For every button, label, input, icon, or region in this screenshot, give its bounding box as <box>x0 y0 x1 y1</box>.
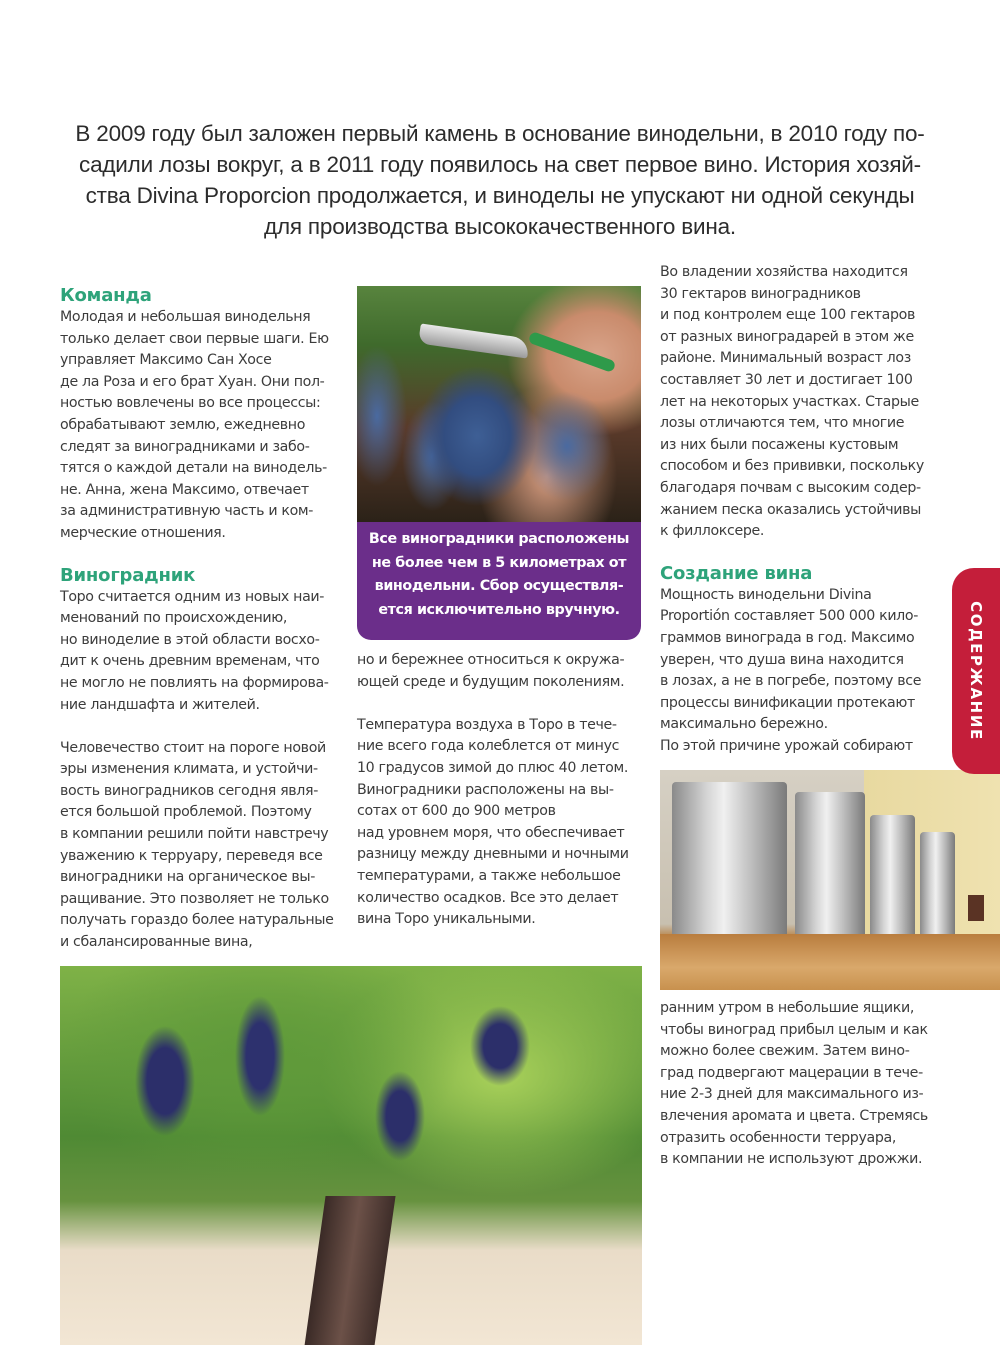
text-line: уважению к терруару, переведя все <box>60 847 323 864</box>
text-line: виноградники на органическое вы- <box>60 869 315 886</box>
tank <box>795 792 865 950</box>
spacer <box>660 543 945 563</box>
text-line: Торо считается одним из новых наи- <box>60 588 325 605</box>
text-line: процессы винификации протекают <box>660 694 915 711</box>
text-line: следят за виноградниками и забо- <box>60 438 310 455</box>
floor <box>660 934 1000 990</box>
intro-line: ства Divina Proporcion продолжается, и виноделы не упускают ни одной секунды <box>85 183 915 208</box>
text-line: максимально бережно. <box>660 716 828 733</box>
text-line: обрабатывают землю, ежедневно <box>60 416 306 433</box>
text-line: 10 градусов зимой до плюс 40 летом. <box>357 759 629 776</box>
middle-column <box>357 650 647 931</box>
vineyard-paragraph-2 <box>60 738 345 954</box>
text-line: ние 2-3 дней для максимального из- <box>660 1086 924 1103</box>
grapevine-photo <box>60 966 642 1345</box>
intro-line: В 2009 году был заложен первый камень в основание винодельни, в 2010 году по- <box>75 121 925 146</box>
text-line: к филлоксере. <box>660 523 765 540</box>
text-line: эры изменения климата, и устойчи- <box>60 761 318 778</box>
text-line: ранним утром в небольшие ящики, <box>660 1000 914 1016</box>
text-line: ностью вовлечены во все процессы: <box>60 395 321 412</box>
text-line: По этой причине урожай собирают <box>660 737 913 754</box>
callout-line: не более чем в 5 километрах от <box>371 554 627 571</box>
text-line: ращивание. Это позволяет не только <box>60 890 329 907</box>
right-column-continued <box>660 998 945 1171</box>
text-line: температурами, а также небольшое <box>357 867 621 884</box>
text-line: Человечество стоит на пороге новой <box>60 739 326 756</box>
text-line: дит к очень древним временам, что <box>60 653 320 670</box>
winemaking-paragraph-2 <box>660 998 945 1171</box>
text-line: влечения аромата и цвета. Стремясь <box>660 1107 928 1124</box>
text-line: отразить особенности терруара, <box>660 1129 897 1146</box>
text-line: над уровнем моря, что обеспечивает <box>357 824 625 841</box>
text-line: за административную часть и ком- <box>60 503 314 520</box>
text-line: лозы отличаются тем, что многие <box>660 415 905 432</box>
section-heading-vineyard: Виноградник <box>60 564 196 586</box>
spacer <box>60 716 345 738</box>
callout-line: Все виноградники расположены <box>368 531 630 547</box>
text-line: можно более свежим. Затем вино- <box>660 1043 910 1060</box>
text-line: сотах от 600 до 900 метров <box>357 803 556 820</box>
text-line: лет на некоторых участках. Старые <box>660 393 919 410</box>
callout-box <box>357 522 641 640</box>
winemaking-paragraph <box>660 585 945 758</box>
text-line: уверен, что душа вина находится <box>660 651 904 668</box>
right-column <box>660 262 945 757</box>
spacer <box>357 693 647 715</box>
team-paragraph <box>60 307 345 545</box>
text-line: град подвергают мацерации в тече- <box>660 1064 923 1081</box>
text-line: ется большой проблемой. Поэтому <box>60 804 312 821</box>
text-line: разницу между дневными и ночными <box>357 846 629 863</box>
text-line: благодаря почвам с высоким содер- <box>660 479 921 496</box>
text-line: но и бережнее относиться к окружа- <box>357 652 625 668</box>
contents-tab-label: СОДЕРЖАНИЕ <box>967 601 985 741</box>
text-line: ние всего года колеблется от минус <box>357 738 620 755</box>
contents-tab[interactable] <box>952 568 1000 774</box>
callout-line: ется исключительно вручную. <box>378 601 620 618</box>
text-line: 30 гектаров виноградников <box>660 285 861 302</box>
text-line: получать гораздо более натуральные <box>60 912 334 929</box>
text-line: в лозах, а не в погребе, поэтому все <box>660 673 922 690</box>
text-line: де ла Роза и его брат Хуан. Они пол- <box>60 373 325 390</box>
left-column <box>60 285 345 954</box>
text-line: вина Торо уникальными. <box>357 911 536 928</box>
estate-paragraph <box>660 262 945 543</box>
section-heading-team: Команда <box>60 285 152 306</box>
text-line: Виноградники расположены на вы- <box>357 781 614 798</box>
text-line: Proportión составляет 500 000 кило- <box>660 608 919 625</box>
text-line: Во владении хозяйства находится <box>660 264 908 280</box>
text-line: и сбалансированные вина, <box>60 934 253 951</box>
text-line: тятся о каждой детали на винодель- <box>60 460 327 477</box>
wine-tanks-photo <box>660 770 1000 990</box>
tank <box>870 815 915 945</box>
environment-paragraph <box>357 650 647 693</box>
text-line: не. Анна, жена Максимо, отвечает <box>60 481 309 498</box>
text-line: из них были посажены кустовым <box>660 436 899 453</box>
text-line: менований по происхождению, <box>60 610 288 627</box>
vine-trunk <box>304 1196 395 1345</box>
intro-line: садили лозы вокруг, а в 2011 году появилось на свет первое вино. История хозяй- <box>79 152 921 177</box>
text-line: вость виноградников сегодня явля- <box>60 782 318 799</box>
intro-line: для производства высококачественного вина. <box>264 214 736 239</box>
text-line: мерческие отношения. <box>60 524 226 541</box>
text-line: не могло не повлиять на формирова- <box>60 674 329 691</box>
text-line: но виноделие в этой области восхо- <box>60 631 320 648</box>
text-line: ние ландшафта и жителей. <box>60 696 260 713</box>
text-line: составляет 30 лет и достигает 100 <box>660 371 913 388</box>
section-heading-winemaking: Создание вина <box>660 562 813 584</box>
text-line: в компании решили пойти навстречу <box>60 826 329 843</box>
text-line: граммов винограда в год. Максимо <box>660 629 915 646</box>
text-line: Температура воздуха в Торо в тече- <box>357 716 617 733</box>
text-line: только делает свои первые шаги. Ею <box>60 330 329 347</box>
text-line: ющей среде и будущим поколениям. <box>357 673 625 690</box>
intro-paragraph <box>60 118 940 242</box>
climate-paragraph <box>357 715 647 931</box>
pruning-shears-blade <box>418 323 530 358</box>
text-line: жанием песка оказались устойчивы <box>660 501 921 518</box>
door <box>968 895 984 921</box>
pruning-shears-handle <box>528 331 617 373</box>
text-line: способом и без прививки, поскольку <box>660 458 924 475</box>
spacer <box>60 545 345 565</box>
text-line: количество осадков. Все это делает <box>357 889 619 906</box>
vineyard-paragraph <box>60 587 345 717</box>
text-line: Молодая и небольшая винодельня <box>60 309 311 325</box>
tank <box>920 832 955 944</box>
text-line: от разных виноградарей в этом же <box>660 328 914 345</box>
text-line: и под контролем еще 100 гектаров <box>660 307 915 324</box>
harvest-photo <box>357 286 641 522</box>
callout-line: винодельни. Сбор осуществля- <box>374 578 624 594</box>
text-line: управляет Максимо Сан Хосе <box>60 352 272 369</box>
text-line: чтобы виноград прибыл целым и как <box>660 1021 928 1038</box>
text-line: районе. Минимальный возраст лоз <box>660 350 911 367</box>
text-line: Мощность винодельни Divina <box>660 586 872 603</box>
tank <box>672 782 787 952</box>
text-line: в компании не используют дрожжи. <box>660 1151 923 1168</box>
